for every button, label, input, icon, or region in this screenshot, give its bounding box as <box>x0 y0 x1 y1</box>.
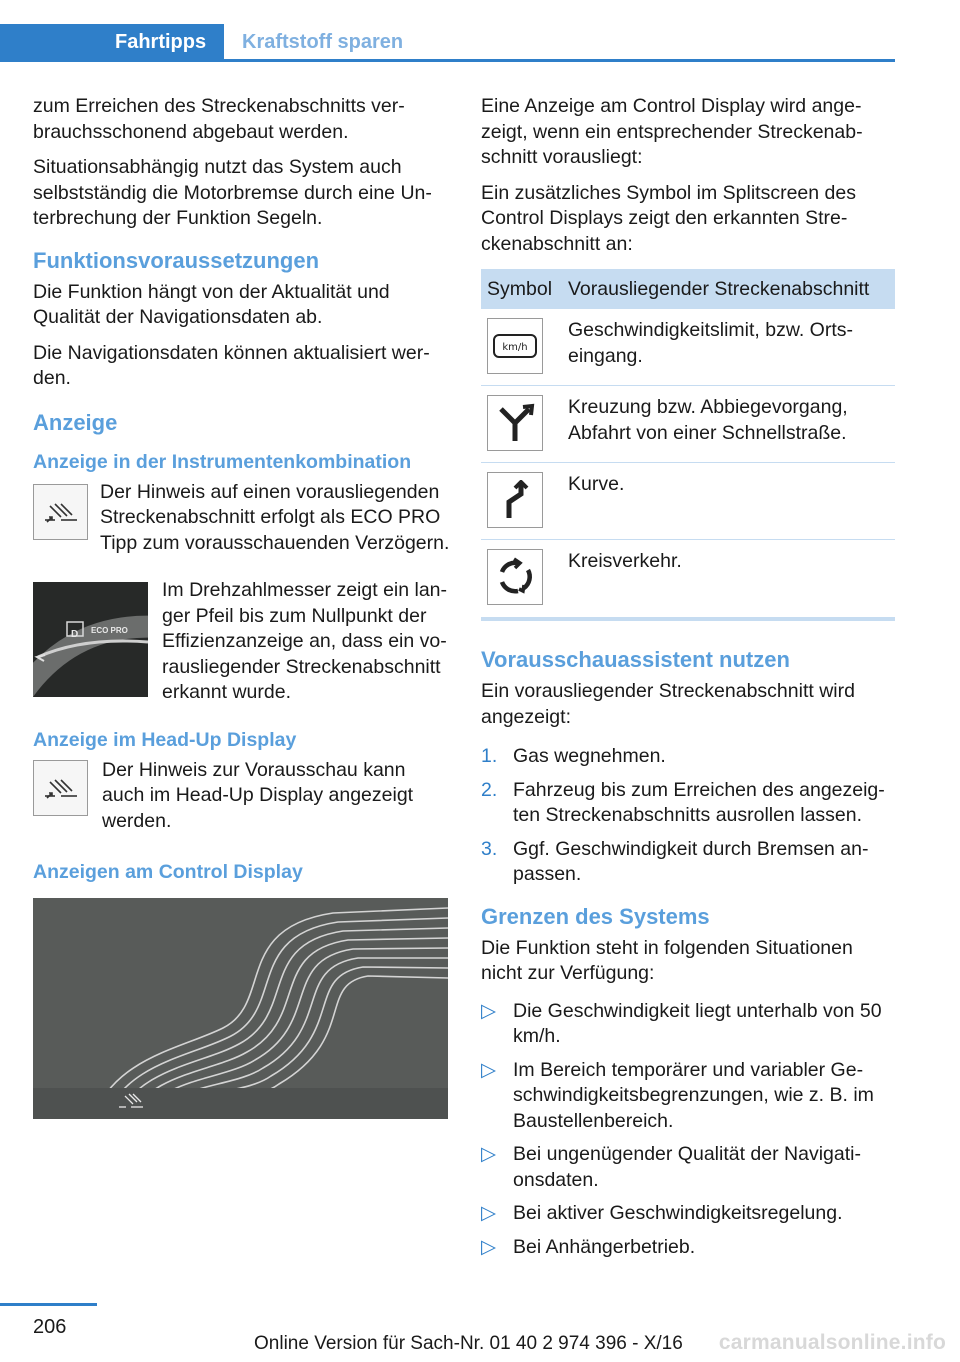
list-item <box>481 1142 895 1193</box>
paragraph: Ein zusätzliches Symbol im Splitscreen des Control Displays zeigt den erkannten Streckenabschnitt an: <box>481 181 856 255</box>
step-text: Ggf. Geschwindigkeit durch Bremsen anpassen. <box>513 837 869 885</box>
paragraph: Ein vorausliegender Streckenabschnitt wird angezeigt: <box>481 680 855 728</box>
step-text: Fahrzeug bis zum Erreichen des angezeigten Streckenabschnitts ausrollen lassen. <box>513 778 885 826</box>
table-header <box>481 269 895 309</box>
list-item <box>481 837 895 888</box>
heading-control-display: Anzeigen am Control Display <box>33 861 303 883</box>
page-number: 206 <box>33 1316 67 1338</box>
list-item <box>481 1201 895 1227</box>
bullet-triangle-icon: ▷ <box>481 1143 496 1165</box>
paragraph: Der Hinweis zur Vorausschau kann auch im Head-Up Display angezeigt werden. <box>102 758 414 832</box>
table-row <box>481 309 895 386</box>
table-header-symbol: Symbol <box>487 278 553 300</box>
step-number: 1. <box>481 745 498 767</box>
list-item <box>481 999 895 1050</box>
dashboard-photo <box>33 582 148 697</box>
paragraph: Die Funktion steht in folgenden Situationen nicht zur Verfügung: <box>481 936 853 984</box>
left-column <box>33 94 453 1119</box>
step-number: 3. <box>481 837 498 860</box>
eco-pro-hint-block <box>33 480 453 557</box>
curve-icon <box>487 472 543 528</box>
table-cell-text: Kurve. <box>568 473 625 495</box>
bullet-text: Die Geschwindigkeit liegt unterhalb von 50 km/h. <box>513 999 882 1047</box>
tab-kraftstoff-sparen[interactable]: Kraftstoff sparen <box>242 31 404 53</box>
bullet-triangle-icon: ▷ <box>481 1058 496 1081</box>
control-display-image <box>33 898 448 1119</box>
paragraph: zum Erreichen des Streckenabschnitts verbrauchsschonend abgebaut werden. <box>33 95 405 143</box>
footer-version-text: Online Version für Sach-Nr. 01 40 2 974 396 - X/16 <box>254 1333 683 1354</box>
heading-head-up-display: Anzeige im Head-Up Display <box>33 728 297 751</box>
hud-hint-block <box>33 758 453 835</box>
heading-funktionsvoraussetzungen: Funktionsvoraussetzungen <box>33 247 320 273</box>
tachometer-hint-block <box>33 578 453 706</box>
table-row <box>481 463 895 540</box>
list-item <box>481 1235 895 1261</box>
heading-instrumentenkombination: Anzeige in der Instrumentenkombination <box>33 450 412 473</box>
bullet-triangle-icon: ▷ <box>481 1202 496 1224</box>
junction-icon <box>487 395 543 451</box>
paragraph: Der Hinweis auf einen vorausliegenden Streckenabschnitt erfolgt als ECO PRO Tipp zum vorausschauenden Verzögern. <box>100 480 450 554</box>
heading-anzeige: Anzeige <box>33 409 118 435</box>
speed-limit-icon <box>487 318 543 374</box>
paragraph: Die Funktion hängt von der Aktualität und Qualität der Navigationsdaten ab. <box>33 280 390 328</box>
watermark: carmanualsonline.info <box>718 1331 946 1354</box>
bullet-triangle-icon: ▷ <box>481 999 496 1022</box>
table-cell-text: Kreisverkehr. <box>568 550 682 572</box>
hud-hint-icon <box>33 760 88 816</box>
roundabout-icon <box>487 549 543 605</box>
paragraph: Die Navigationsdaten können aktualisiert werden. <box>33 341 430 389</box>
dashboard-gear-label: D <box>71 629 79 640</box>
table-header-section: Vorausliegender Streckenabschnitt <box>568 278 870 300</box>
list-item <box>481 744 895 770</box>
bullet-text: Bei aktiver Geschwindigkeitsregelung. <box>513 1202 843 1224</box>
paragraph: Im Drehzahlmesser zeigt ein langer Pfeil bis zum Nullpunkt der Effizienzanzeige an, dass ein vorausliegender Streckenabschnitt erkannt wurde. <box>162 579 448 703</box>
list-item <box>481 778 895 829</box>
heading-vorausschauassistent: Vorausschauassistent nutzen <box>481 647 790 672</box>
limitations-list <box>481 999 895 1261</box>
speed-limit-icon-label: km/h <box>502 342 528 353</box>
step-number: 2. <box>481 778 498 801</box>
bullet-text: Im Bereich temporärer und variabler Geschwindigkeitsbegrenzungen, wie z. B. im Baustellenbereich. <box>513 1058 874 1132</box>
step-text: Gas wegnehmen. <box>513 745 666 767</box>
paragraph: Eine Anzeige am Control Display wird angezeigt, wenn ein entsprechender Streckenabschnitt vorausliegt: <box>481 95 863 168</box>
right-column <box>481 94 895 1268</box>
table-row <box>481 386 895 463</box>
symbol-table <box>481 269 895 621</box>
table-cell-text: Geschwindigkeitslimit, bzw. Ortseingang. <box>568 319 853 367</box>
list-item <box>481 1058 895 1135</box>
heading-grenzen: Grenzen des Systems <box>481 903 710 929</box>
paragraph: Situationsabhängig nutzt das System auch selbstständig die Motorbremse durch eine Unterbrechung der Funktion Segeln. <box>33 156 432 229</box>
bullet-text: Bei ungenügender Qualität der Navigationsdaten. <box>513 1143 861 1191</box>
table-cell-text: Kreuzung bzw. Abbiegevorgang, Abfahrt von einer Schnellstraße. <box>568 396 848 444</box>
tab-fahrtipps[interactable]: Fahrtipps <box>0 24 224 59</box>
dashboard-eco-pro-label: ECO PRO <box>91 626 128 635</box>
footer-accent-line <box>0 1303 97 1306</box>
table-row <box>481 540 895 617</box>
steps-list <box>481 744 895 888</box>
eco-pro-hint-icon <box>33 484 88 540</box>
header-tabs <box>0 24 895 62</box>
bullet-triangle-icon: ▷ <box>481 1235 496 1258</box>
bullet-text: Bei Anhängerbetrieb. <box>513 1235 696 1258</box>
